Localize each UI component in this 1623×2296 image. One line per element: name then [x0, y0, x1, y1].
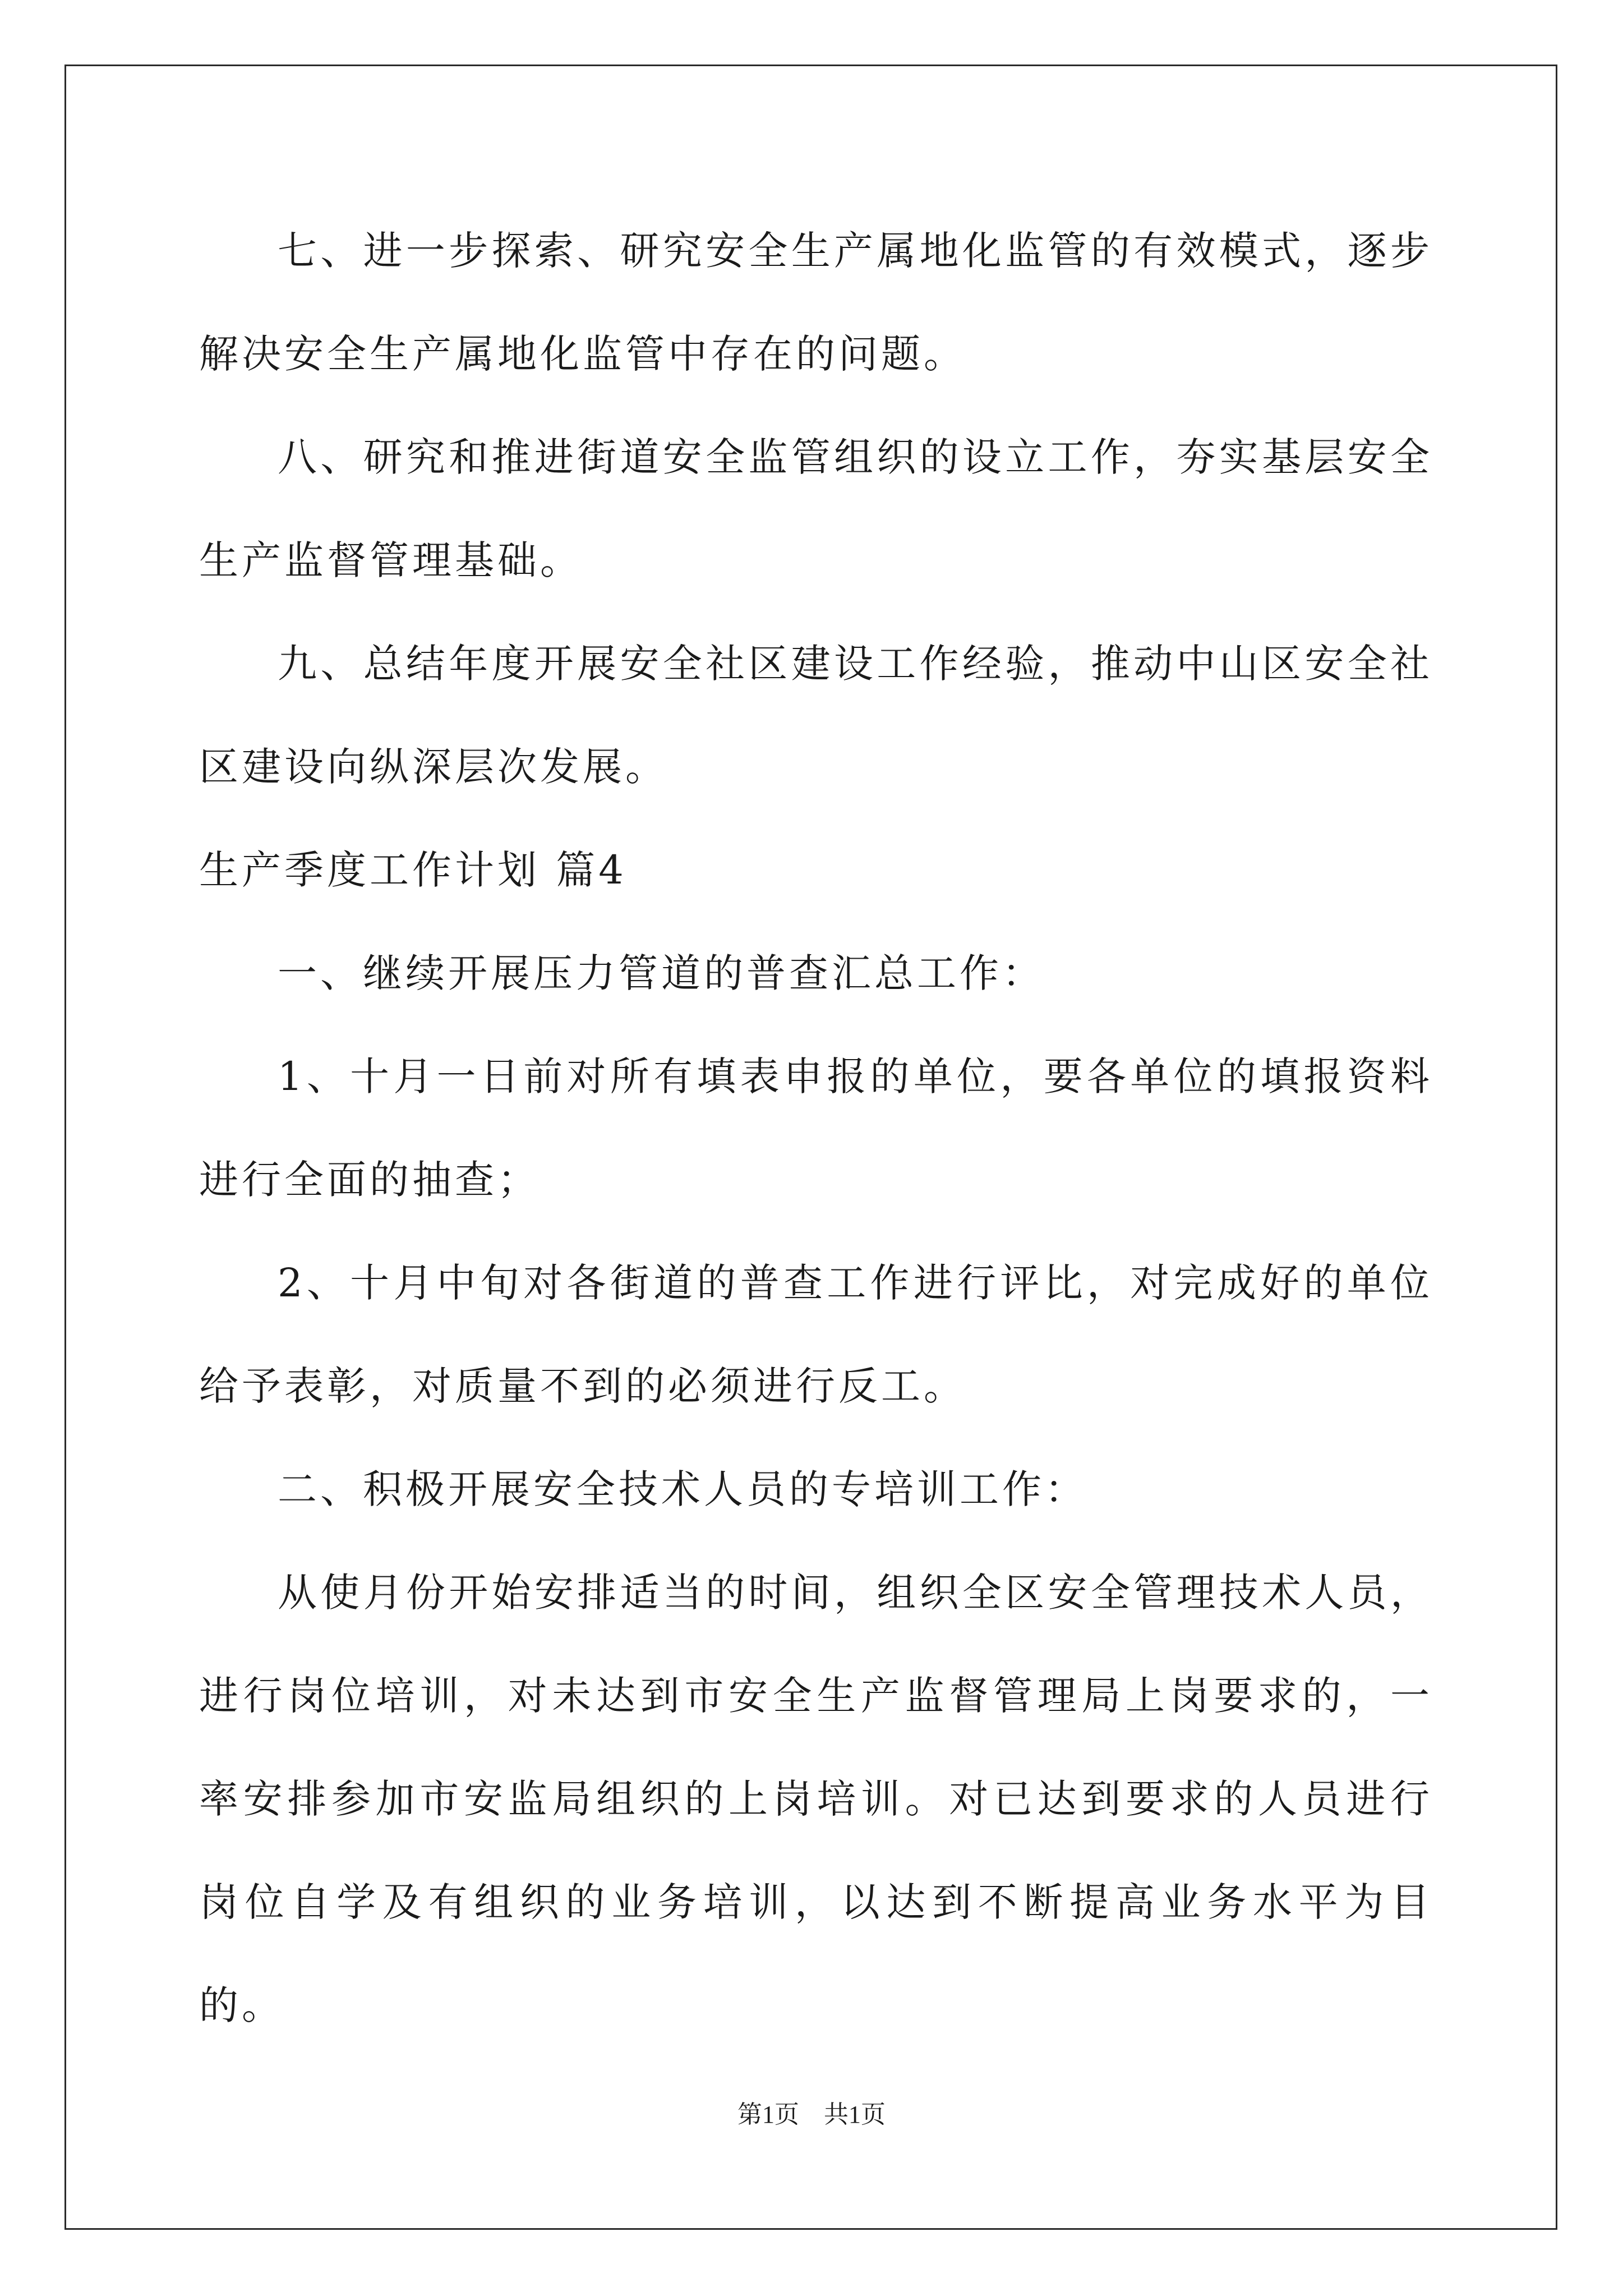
section-heading: 生产季度工作计划 篇4	[199, 847, 627, 893]
paragraph-item-2: 二、积极开展安全技术人员的专培训工作：	[278, 1466, 1087, 1512]
paragraph-sub-2: 2、十月中旬对各街道的普查工作进行评比，对完成好的单位给予表彰，对质量不到的必须进行反工。	[199, 1260, 1433, 1409]
paragraph-item-9: 九、总结年度开展安全社区建设工作经验，推动中山区安全社区建设向纵深层次发展。	[199, 641, 1433, 790]
paragraph-training: 从使月份开始安排适当的时间，组织全区安全管理技术人员，进行岗位培训，对未达到市安全生产监督管理局上岗要求的，一率安排参加市安监局组织的上岗培训。对已达到要求的人员进行岗位自学及有组织的业务培训，以达到不断提高业务水平为目的。	[199, 1570, 1433, 2028]
page-footer	[0, 2098, 1623, 2132]
paragraph-item-7: 七、进一步探索、研究安全生产属地化监管的有效模式，逐步解决安全生产属地化监管中存在的问题。	[199, 228, 1433, 377]
document-body	[199, 199, 1433, 2057]
paragraph-item-1: 一、继续开展压力管道的普查汇总工作：	[278, 950, 1045, 996]
page-number-current: 第1页	[737, 2101, 799, 2128]
paragraph-sub-1: 1、十月一日前对所有填表申报的单位，要各单位的填报资料进行全面的抽查；	[199, 1053, 1433, 1203]
page-number-total: 共1页	[824, 2101, 886, 2128]
paragraph-item-8: 八、研究和推进街道安全监管组织的设立工作，夯实基层安全生产监督管理基础。	[199, 434, 1433, 583]
